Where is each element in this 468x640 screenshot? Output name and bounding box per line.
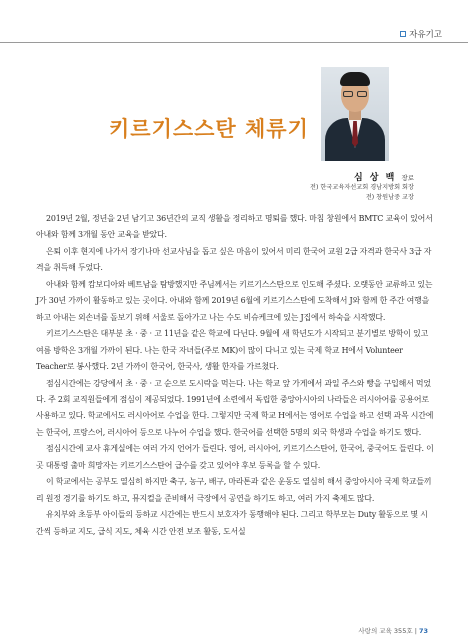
paragraph: 아내와 함께 캄보디아와 베트남을 탐방했지만 주님께서는 키르기스스탄으로 인도해 주셨다. 오랫동안 교류하고 있는 J가 30년 가까이 활동하고 있는 곳이다. 아내와 함께 2019년 6월에 키르기스스탄에 도착해서 J와 함께 한 주간 여행을 하고 아내는 외손녀를 돌보기 위해 서울로 돌아가고 나는 수도 비슈케크에 있는 J집에서 하숙을 시작했다. xyxy=(36,279,433,322)
footer-separator: | xyxy=(414,627,419,635)
paragraph: 이 학교에서는 공부도 열심히 하지만 축구, 농구, 배구, 마라톤과 같은 운동도 열심히 해서 중앙아시아 국제 학교들끼리 원정 경기를 하기도 하고, 뮤지컬을 준비해서 극장에서 공연을 하기도 하고, 여러 가지 축제도 많다. xyxy=(36,477,432,503)
page-number: 73 xyxy=(418,627,428,635)
section-tag xyxy=(400,28,442,40)
article-title: 키르기스스탄 체류기 xyxy=(109,117,309,141)
page-footer xyxy=(358,626,428,635)
article-body xyxy=(36,211,434,540)
section-label: 자유기고 xyxy=(409,30,442,40)
magazine-issue: 사랑의 교육 355호 xyxy=(358,627,413,635)
paragraph: 점심시간에 교사 휴게실에는 여러 가지 언어가 들린다. 영어, 러시아어, 키르기스스탄어, 한국어, 중국어도 들린다. 이곳 대통령 출마 희망자는 키르기스스탄어 급수를 갖고 있어야 후보 등록을 할 수 있다. xyxy=(36,444,434,470)
square-bullet-icon xyxy=(400,31,406,37)
paragraph: 유치부와 초등부 아이들의 등하교 시간에는 반드시 보호자가 동행해야 된다. 그리고 학부모는 Duty 활동으로 몇 시간씩 등하교 지도, 급식 지도, 체육 시간 안전 보조 활동, 도서실 xyxy=(36,510,428,536)
paragraph: 점심시간에는 강당에서 초 · 중 · 고 순으로 도시락을 먹는다. 나는 학교 앞 가게에서 과일 주스와 빵을 구입해서 먹었다. 주 2회 교직원들에게 점심이 제공되었다. 1991년에 소련에서 독립한 중앙아시아의 나라들은 러시아어를 공용어로 사용하고 있다. 학교에서도 러시아어로 수업을 한다. 그렇지만 국제 학교 H에서는 영어로 수업을 하고 선택 과목 시간에는 한국어, 프랑스어, 러시아어 등으로 나누어 수업을 했다. 한국어를 선택한 5명의 외국 학생과 수업을 하기도 했다. xyxy=(36,378,434,437)
author-name-line xyxy=(310,170,414,183)
paragraph: 은퇴 이후 현지에 나가서 장기나마 선교사님을 돕고 싶은 마음이 있어서 미리 한국어 교원 2급 자격과 한국사 3급 자격을 취득해 두었다. xyxy=(36,246,432,273)
author-role: 전) 한국교육자선교회 경남지방회 회장 xyxy=(310,184,414,191)
top-divider xyxy=(0,42,468,43)
paragraph: 키르기스스탄은 대부분 초 · 중 · 고 11년을 같은 학교에 다닌다. 9월에 새 학년도가 시작되고 분기별로 방학이 있고 여름 방학은 3개월 가까이 된다. 나는 한국 자녀들(주로 MK)이 많이 다니고 있는 국제 학교 H에서 Volunteer Teacher로 봉사했다. 2년 가까이 한국어, 한국사, 생활 한자를 가르쳤다. xyxy=(36,329,429,372)
paragraph: 2019년 2월, 정년을 2년 남기고 36년간의 교직 생활을 정리하고 명퇴를 했다. 마침 창원에서 BMTC 교육이 있어서 아내와 함께 3개월 동안 교육을 받았다. xyxy=(36,214,433,240)
author-photo xyxy=(321,67,389,161)
author-info xyxy=(310,170,414,203)
author-role: 전) 창원남중 교장 xyxy=(365,194,414,201)
author-rank: 장로 xyxy=(401,174,414,182)
author-name: 심 상 백 xyxy=(353,173,397,183)
